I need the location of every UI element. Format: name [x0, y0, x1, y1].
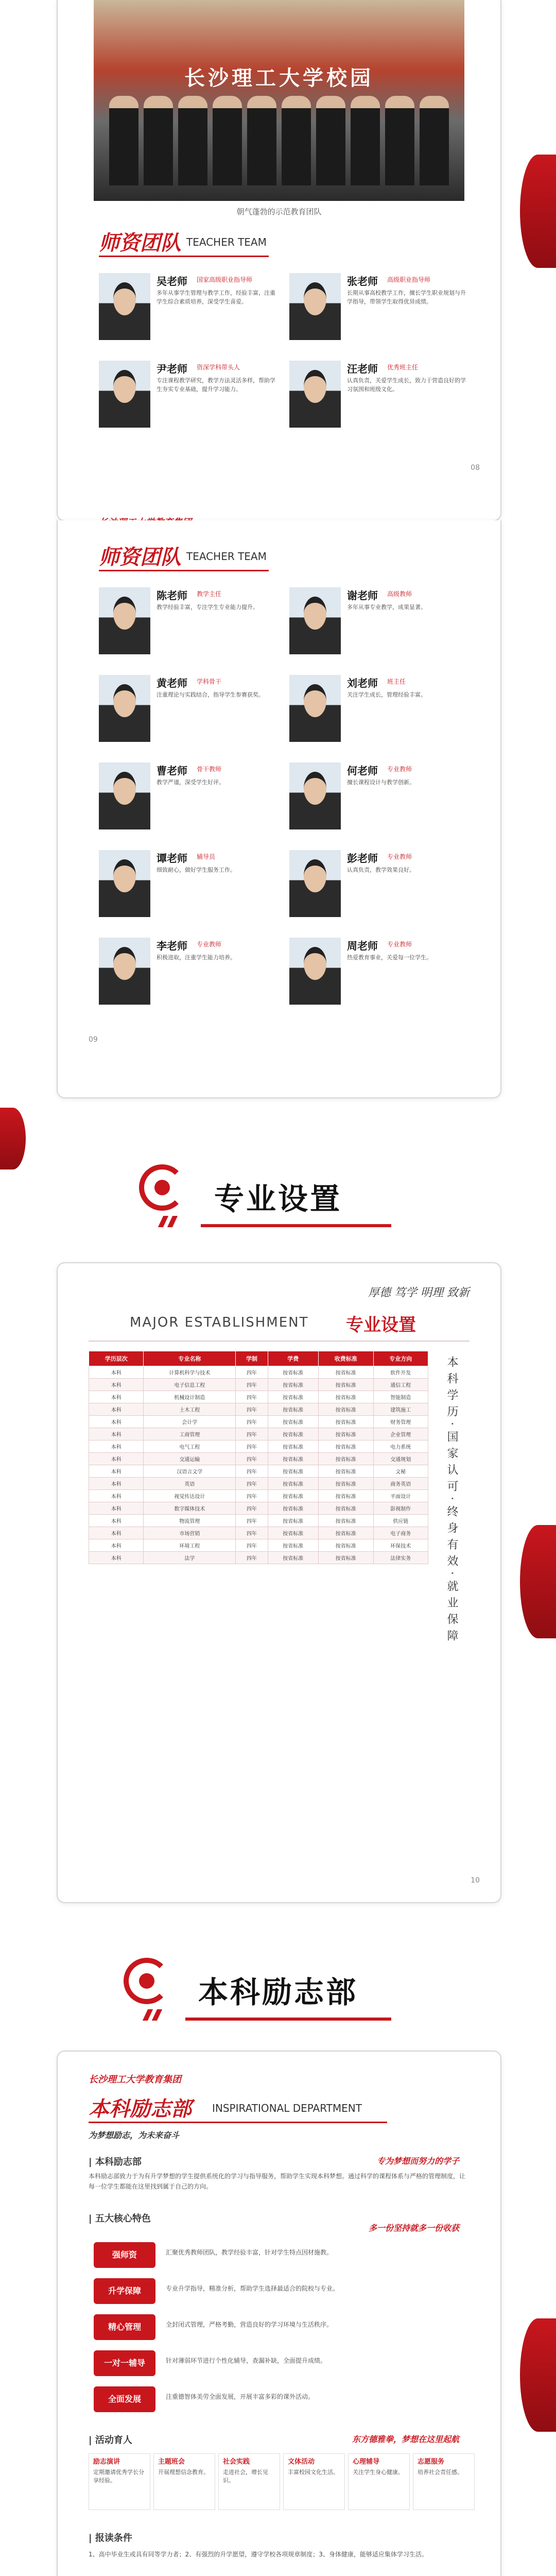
activity-label: 文体活动	[288, 2458, 315, 2466]
table-row	[89, 1465, 428, 1478]
table-cell: 按省标准	[319, 1416, 373, 1428]
section-title: 专业设置	[214, 1181, 342, 1216]
teacher-name: 尹老师	[157, 363, 187, 375]
table-cell: 本科	[89, 1453, 144, 1465]
page-number: 09	[89, 1036, 98, 1044]
table-cell: 环境工程	[144, 1539, 236, 1552]
activity-box	[413, 2453, 475, 2510]
teacher-card	[99, 675, 284, 742]
teacher-name: 李老师	[157, 940, 187, 952]
table-cell: 按省标准	[319, 1379, 373, 1391]
table-row	[89, 1379, 428, 1391]
activity-text: 培养社会责任感。	[418, 2469, 463, 2476]
table-cell: 电子信息工程	[144, 1379, 236, 1391]
intro-paragraph: 本科励志部致力于为有升学梦想的学生提供系统化的学习与指导服务，帮助学生实现本科梦想。通过科学的课程体系与严格的管理制度，让每一位学生都能在这里找到属于自己的方向。	[89, 2173, 466, 2190]
teacher-team-heading-en: TEACHER TEAM	[186, 550, 267, 563]
page-number: 10	[471, 1876, 480, 1885]
activity-box	[218, 2453, 280, 2510]
teacher-desc: 注重理论与实践结合，指导学生参赛获奖。	[157, 691, 264, 698]
table-cell: 法学	[144, 1552, 236, 1564]
feature-text: 针对薄弱环节进行个性化辅导，查漏补缺，全面提升成绩。	[166, 2357, 327, 2364]
teacher-photo	[99, 675, 150, 742]
table-row	[89, 1515, 428, 1527]
table-row	[89, 1527, 428, 1539]
table-cell: 电力系统	[373, 1440, 428, 1453]
table-cell: 本科	[89, 1416, 144, 1428]
feature-text: 注重德智体美劳全面发展，开展丰富多彩的课外活动。	[166, 2393, 315, 2400]
people-row	[109, 98, 449, 185]
teacher-card	[99, 587, 284, 654]
teacher-photo	[289, 361, 341, 428]
teacher-card	[99, 850, 284, 917]
table-cell: 计算机科学与技术	[144, 1366, 236, 1379]
table-cell: 四年	[236, 1552, 268, 1564]
conditions-title: | 报读条件	[89, 2533, 132, 2544]
table-cell: 四年	[236, 1490, 268, 1502]
table-cell: 按省标准	[268, 1453, 318, 1465]
table-cell: 按省标准	[319, 1391, 373, 1403]
table-cell: 智能制造	[373, 1391, 428, 1403]
teacher-desc: 擅长课程设计与教学创新。	[347, 779, 415, 786]
photo-caption: 朝气蓬勃的示范教育团队	[236, 207, 322, 216]
table-row	[89, 1552, 428, 1564]
section-slash-icon	[154, 1216, 185, 1223]
table-cell: 四年	[236, 1465, 268, 1478]
major-title-en: MAJOR ESTABLISHMENT	[130, 1315, 309, 1330]
table-cell: 四年	[236, 1366, 268, 1379]
edge-decoration	[520, 2318, 556, 2432]
feature-text: 专业升学指导，精准分析，帮助学生选择最适合的院校与专业。	[166, 2285, 339, 2292]
table-cell: 电气工程	[144, 1440, 236, 1453]
table-cell: 四年	[236, 1527, 268, 1539]
heading-divider	[99, 256, 269, 257]
table-cell: 按省标准	[319, 1453, 373, 1465]
teacher-team-heading: 师资团队	[99, 546, 181, 569]
table-cell: 本科	[89, 1490, 144, 1502]
heading-divider	[99, 570, 269, 571]
section-title: 本科励志部	[198, 1975, 358, 2010]
teacher-title: 高级教师	[387, 590, 412, 598]
brochure-page-2	[57, 520, 501, 1098]
table-cell: 按省标准	[319, 1527, 373, 1539]
activity-label: 志愿服务	[418, 2458, 445, 2466]
teacher-card	[289, 361, 475, 428]
table-cell: 供应链	[373, 1515, 428, 1527]
feature-badge: 精心管理	[94, 2314, 155, 2340]
activities-title: | 活动育人	[89, 2435, 132, 2446]
table-cell: 本科	[89, 1440, 144, 1453]
teacher-desc: 关注学生成长，管理经验丰富。	[347, 691, 426, 698]
teacher-desc: 教学经验丰富，专注学生专业能力提升。	[157, 604, 258, 611]
table-cell: 四年	[236, 1428, 268, 1440]
table-cell: 四年	[236, 1391, 268, 1403]
table-cell: 机械设计制造	[144, 1391, 236, 1403]
teacher-card	[289, 850, 475, 917]
ug-heading: 本科励志部	[89, 2097, 192, 2121]
column-header: 学历层次	[89, 1351, 144, 1366]
activity-label: 心理辅导	[353, 2458, 380, 2466]
table-cell: 按省标准	[268, 1490, 318, 1502]
teacher-name: 周老师	[347, 940, 378, 952]
table-cell: 四年	[236, 1416, 268, 1428]
table-cell: 本科	[89, 1502, 144, 1515]
teacher-photo	[289, 938, 341, 1005]
table-row	[89, 1366, 428, 1379]
edge-decoration	[520, 1525, 556, 1638]
teacher-title: 辅导员	[197, 853, 216, 860]
table-cell: 按省标准	[268, 1379, 318, 1391]
table-cell: 本科	[89, 1379, 144, 1391]
teacher-name: 黄老师	[157, 677, 187, 689]
table-cell: 按省标准	[268, 1527, 318, 1539]
table-cell: 会计学	[144, 1416, 236, 1428]
table-cell: 电子商务	[373, 1527, 428, 1539]
feature-badge: 全面发展	[94, 2386, 155, 2412]
feature-badge: 升学保障	[94, 2278, 155, 2304]
edge-decoration	[520, 155, 556, 268]
teacher-name: 刘老师	[347, 677, 378, 689]
table-cell: 本科	[89, 1478, 144, 1490]
teacher-title: 资深学科带头人	[197, 364, 240, 371]
teacher-photo	[99, 273, 150, 340]
teacher-team-heading: 师资团队	[99, 231, 181, 255]
table-cell: 按省标准	[319, 1366, 373, 1379]
section-underline	[185, 2018, 391, 2021]
feature-text: 汇聚优秀教师团队，教学经验丰富，针对学生特点因材施教。	[166, 2249, 333, 2256]
school-logo: 长沙理工大学教育集团	[89, 2074, 181, 2085]
section-underline	[201, 1224, 391, 1227]
table-cell: 按省标准	[268, 1478, 318, 1490]
table-cell: 四年	[236, 1440, 268, 1453]
features-title: | 五大核心特色	[89, 2213, 151, 2224]
teacher-title: 专业教师	[197, 941, 222, 948]
conditions-text: 1、高中毕业生或具有同等学力者；2、有强烈的升学愿望，遵守学校各项规章制度；3、身体健康，能够适应集体学习生活。	[89, 2551, 428, 2558]
teacher-title: 高级职业指导师	[387, 276, 431, 283]
teacher-name: 谭老师	[157, 852, 187, 865]
table-cell: 按省标准	[268, 1515, 318, 1527]
table-cell: 按省标准	[319, 1539, 373, 1552]
table-cell: 本科	[89, 1552, 144, 1564]
table-cell: 按省标准	[268, 1502, 318, 1515]
activities-slogan: 东方德雅拳，梦想在这里起航	[352, 2434, 459, 2444]
teacher-name: 张老师	[347, 275, 378, 287]
table-row	[89, 1440, 428, 1453]
table-cell: 按省标准	[268, 1440, 318, 1453]
table-cell: 按省标准	[268, 1465, 318, 1478]
table-cell: 环保技术	[373, 1539, 428, 1552]
activity-label: 社会实践	[223, 2458, 250, 2466]
table-cell: 按省标准	[319, 1515, 373, 1527]
table-cell: 法律实务	[373, 1552, 428, 1564]
teacher-photo	[289, 762, 341, 829]
table-cell: 按省标准	[319, 1465, 373, 1478]
teacher-photo	[99, 587, 150, 654]
group-photo	[94, 0, 464, 201]
table-cell: 汉语言文学	[144, 1465, 236, 1478]
table-cell: 商务英语	[373, 1478, 428, 1490]
intro-slogan: 专为梦想而努力的学子	[376, 2156, 459, 2166]
table-cell: 按省标准	[268, 1403, 318, 1416]
teacher-name: 吴老师	[157, 275, 187, 287]
column-header: 收费标准	[319, 1351, 373, 1366]
column-header: 专业名称	[144, 1351, 236, 1366]
teacher-title: 骨干教师	[197, 766, 222, 773]
table-cell: 按省标准	[319, 1490, 373, 1502]
teacher-card	[99, 938, 284, 1005]
feature-text: 全封闭式管理，严格考勤，营造良好的学习环境与生活秩序。	[166, 2321, 333, 2328]
activity-text: 走进社会，增长见识。	[223, 2469, 268, 2484]
table-cell: 软件开发	[373, 1366, 428, 1379]
table-cell: 建筑施工	[373, 1403, 428, 1416]
teacher-photo	[99, 938, 150, 1005]
features-slogan: 多一份坚持就多一份收获	[368, 2223, 459, 2233]
table-row	[89, 1428, 428, 1440]
table-cell: 本科	[89, 1465, 144, 1478]
intro-title: | 本科励志部	[89, 2157, 142, 2167]
table-cell: 按省标准	[319, 1552, 373, 1564]
teacher-photo	[99, 762, 150, 829]
column-header: 专业方向	[373, 1351, 428, 1366]
teacher-title: 班主任	[387, 678, 406, 685]
major-title-cn: 专业设置	[346, 1315, 416, 1335]
teacher-desc: 多年从事专业教学，成果显著。	[347, 604, 426, 611]
table-cell: 四年	[236, 1539, 268, 1552]
table-row	[89, 1403, 428, 1416]
teacher-title: 专业教师	[387, 853, 412, 860]
table-cell: 通信工程	[373, 1379, 428, 1391]
page-number: 08	[471, 464, 480, 472]
activity-label: 励志演讲	[93, 2458, 120, 2466]
activity-text: 开展理想信念教育。	[158, 2469, 209, 2476]
teacher-desc: 认真负责，关爱学生成长，致力于营造良好的学习氛围和班级文化。	[347, 377, 466, 393]
section-header-major	[0, 1144, 556, 1247]
activity-box	[153, 2453, 215, 2510]
teacher-name: 谢老师	[347, 589, 378, 602]
vertical-motto: 本科学历·国家认可·终身有效·就业保障	[445, 1356, 458, 1646]
table-cell: 文秘	[373, 1465, 428, 1478]
teacher-card	[289, 587, 475, 654]
table-cell: 工商管理	[144, 1428, 236, 1440]
teacher-desc: 细致耐心，做好学生服务工作。	[157, 867, 236, 873]
table-cell: 按省标准	[319, 1403, 373, 1416]
teacher-photo	[289, 273, 341, 340]
table-cell: 四年	[236, 1403, 268, 1416]
table-cell: 本科	[89, 1515, 144, 1527]
teacher-name: 彭老师	[347, 852, 378, 865]
table-cell: 按省标准	[319, 1478, 373, 1490]
table-row	[89, 1539, 428, 1552]
table-cell: 按省标准	[268, 1366, 318, 1379]
table-cell: 交通规划	[373, 1453, 428, 1465]
majors-table	[89, 1351, 428, 1564]
table-header-row	[89, 1351, 428, 1366]
table-cell: 本科	[89, 1391, 144, 1403]
teacher-title: 专业教师	[387, 766, 412, 773]
section-slash-icon	[139, 2009, 170, 2016]
table-cell: 数字媒体技术	[144, 1502, 236, 1515]
activity-box	[283, 2453, 345, 2510]
table-row	[89, 1502, 428, 1515]
table-cell: 本科	[89, 1366, 144, 1379]
teacher-desc: 热爱教育事业，关爱每一位学生。	[347, 954, 432, 961]
photo-banner: 长沙理工大学校园	[184, 66, 374, 90]
table-cell: 本科	[89, 1428, 144, 1440]
teacher-card	[99, 361, 284, 428]
teacher-name: 汪老师	[347, 363, 378, 375]
teacher-photo	[289, 850, 341, 917]
table-cell: 市场营销	[144, 1527, 236, 1539]
activity-text: 丰富校园文化生活。	[288, 2469, 339, 2476]
table-cell: 土木工程	[144, 1403, 236, 1416]
activity-box	[89, 2453, 150, 2510]
brochure-page-undergrad	[57, 2050, 501, 2576]
table-cell: 平面设计	[373, 1490, 428, 1502]
teacher-card	[289, 938, 475, 1005]
table-cell: 英语	[144, 1478, 236, 1490]
activity-text: 关注学生身心健康。	[353, 2469, 404, 2476]
table-cell: 按省标准	[319, 1440, 373, 1453]
table-row	[89, 1453, 428, 1465]
teacher-name: 陈老师	[157, 589, 187, 602]
table-cell: 四年	[236, 1502, 268, 1515]
teacher-title: 专业教师	[387, 941, 412, 948]
table-cell: 物流管理	[144, 1515, 236, 1527]
table-cell: 交通运输	[144, 1453, 236, 1465]
teacher-desc: 积极进取，注重学生能力培养。	[157, 954, 236, 961]
table-cell: 四年	[236, 1453, 268, 1465]
section-header-undergrad	[0, 1937, 556, 2040]
activity-text: 定期邀请优秀学长分享经验。	[93, 2469, 144, 2484]
table-cell: 视觉传达设计	[144, 1490, 236, 1502]
table-cell: 按省标准	[319, 1502, 373, 1515]
table-cell: 按省标准	[319, 1428, 373, 1440]
teacher-photo	[99, 361, 150, 428]
teacher-title: 国家高级职业指导师	[197, 276, 253, 283]
table-row	[89, 1391, 428, 1403]
teacher-desc: 多年从事学生管理与教学工作，经验丰富，注重学生综合素质培养，深受学生喜爱。	[157, 290, 275, 305]
teacher-card	[289, 762, 475, 829]
teacher-title: 学科骨干	[197, 678, 222, 685]
teacher-card	[289, 273, 475, 340]
table-row	[89, 1490, 428, 1502]
teacher-card	[99, 273, 284, 340]
table-cell: 影视制作	[373, 1502, 428, 1515]
feature-badge: 一对一辅导	[94, 2350, 155, 2376]
teacher-name: 曹老师	[157, 765, 187, 777]
teacher-card	[99, 762, 284, 829]
activity-label: 主题班会	[158, 2458, 185, 2466]
brochure-page-1	[57, 0, 501, 521]
teacher-title: 优秀班主任	[387, 364, 419, 371]
teacher-photo	[289, 675, 341, 742]
column-header: 学制	[236, 1351, 268, 1366]
teacher-desc: 教学严谨，深受学生好评。	[157, 779, 224, 786]
table-row	[89, 1478, 428, 1490]
brochure-page-majors	[57, 1262, 501, 1903]
table-cell: 按省标准	[268, 1391, 318, 1403]
table-cell: 按省标准	[268, 1416, 318, 1428]
table-cell: 财务管理	[373, 1416, 428, 1428]
table-cell: 本科	[89, 1403, 144, 1416]
ug-tagline: 为梦想励志，为未来奋斗	[89, 2130, 180, 2140]
heading-divider	[89, 2122, 387, 2123]
table-cell: 本科	[89, 1527, 144, 1539]
table-cell: 按省标准	[268, 1539, 318, 1552]
activity-box	[348, 2453, 410, 2510]
table-cell: 四年	[236, 1478, 268, 1490]
teacher-card	[289, 675, 475, 742]
table-cell: 按省标准	[268, 1552, 318, 1564]
teacher-title: 教学主任	[197, 590, 222, 598]
teacher-photo	[99, 850, 150, 917]
table-cell: 四年	[236, 1379, 268, 1391]
teacher-desc: 认真负责，教学效果良好。	[347, 867, 415, 873]
column-header: 学费	[268, 1351, 318, 1366]
ug-heading-en: INSPIRATIONAL DEPARTMENT	[212, 2102, 362, 2114]
teacher-name: 何老师	[347, 765, 378, 777]
table-cell: 本科	[89, 1539, 144, 1552]
teacher-team-heading-en: TEACHER TEAM	[186, 236, 267, 248]
table-row	[89, 1416, 428, 1428]
table-cell: 四年	[236, 1515, 268, 1527]
heading-divider	[89, 1341, 470, 1342]
teacher-photo	[289, 587, 341, 654]
feature-badge: 强师资	[94, 2242, 155, 2268]
school-motto: 厚德 笃学 明理 致新	[368, 1286, 470, 1299]
table-cell: 企业管理	[373, 1428, 428, 1440]
table-cell: 按省标准	[268, 1428, 318, 1440]
teacher-desc: 专注课程教学研究，教学方法灵活多样，帮助学生夯实专业基础，提升学习能力。	[157, 377, 275, 393]
teacher-desc: 长期从事高校教学工作，擅长学生职业规划与升学指导，带领学生取得优异成绩。	[347, 290, 466, 305]
